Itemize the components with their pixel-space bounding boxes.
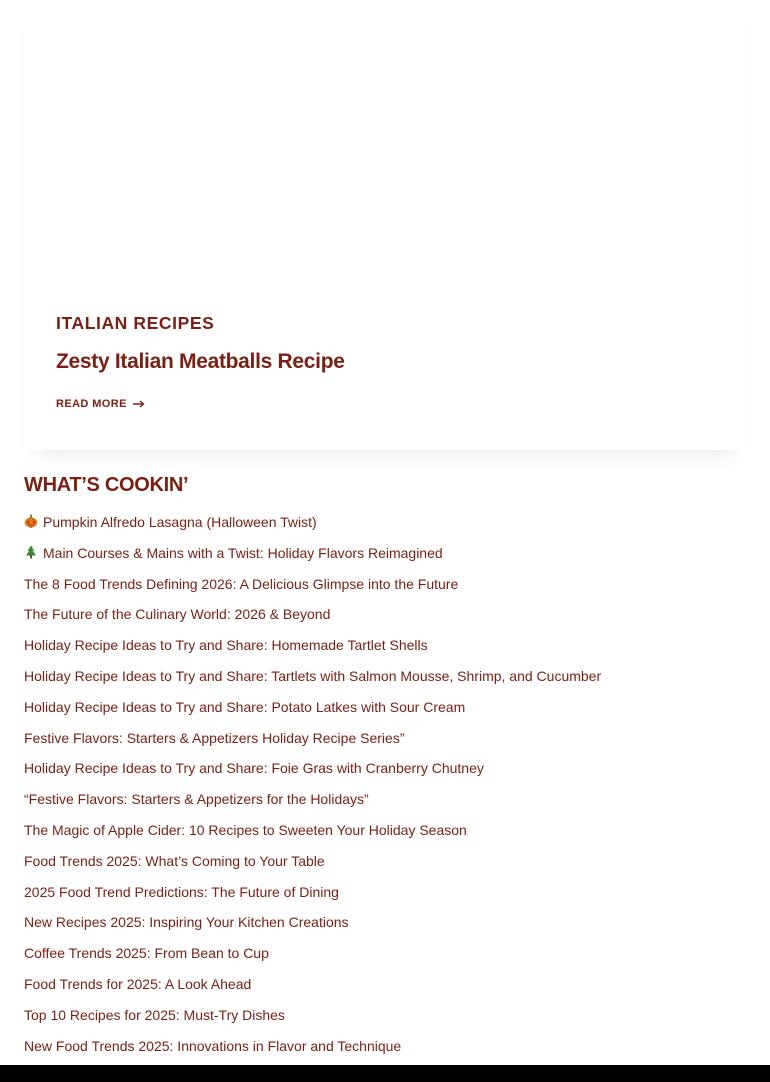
recent-post-item	[24, 729, 746, 760]
recent-post-item	[24, 698, 746, 729]
recent-post-item	[24, 575, 746, 606]
post-thumbnail[interactable]	[24, 0, 746, 290]
recent-posts-list	[24, 513, 746, 1067]
recent-post-link[interactable]	[24, 914, 349, 930]
footer-bar	[0, 1065, 770, 1082]
recent-post-label: New Food Trends 2025: Innovations in Flavor and Technique	[24, 1037, 402, 1054]
arrow-right-icon	[133, 400, 145, 408]
recent-post-label: Holiday Recipe Ideas to Try and Share: Tartlets with Salmon Mousse, Shrimp, and Cucumber	[24, 667, 602, 684]
recent-post-label: Holiday Recipe Ideas to Try and Share: Foie Gras with Cranberry Chutney	[24, 760, 484, 777]
pumpkin-icon	[24, 514, 38, 528]
recent-post-item	[24, 544, 746, 575]
recent-post-link[interactable]	[24, 699, 465, 715]
recent-post-item	[24, 913, 746, 944]
recent-post-label: Pumpkin Alfredo Lasagna (Halloween Twist)	[43, 514, 317, 530]
recent-post-item	[24, 1006, 746, 1037]
recent-post-link[interactable]	[24, 791, 369, 807]
recent-post-link[interactable]	[24, 1007, 285, 1023]
recent-post-item	[24, 605, 746, 636]
recent-post-link[interactable]	[24, 545, 443, 561]
recent-post-label: The Future of the Culinary World: 2026 & Beyond	[24, 606, 331, 623]
recent-post-link[interactable]	[24, 730, 404, 746]
recent-post-link[interactable]	[24, 606, 330, 622]
recent-post-item	[24, 944, 746, 975]
post-card	[24, 0, 746, 450]
recent-post-item	[24, 759, 746, 790]
recent-post-link[interactable]	[24, 1038, 401, 1054]
recent-post-item	[24, 1037, 746, 1068]
recent-post-label: Top 10 Recipes for 2025: Must-Try Dishes	[24, 1006, 285, 1023]
recent-post-label: New Recipes 2025: Inspiring Your Kitchen Creations	[24, 914, 349, 931]
recent-post-label: Main Courses & Mains with a Twist: Holiday Flavors Reimagined	[43, 544, 443, 561]
read-more-link[interactable]	[56, 398, 145, 410]
recent-post-item	[24, 975, 746, 1006]
recent-post-label: Festive Flavors: Starters & Appetizers Holiday Recipe Series”	[24, 729, 405, 746]
christmas-tree-icon	[24, 545, 38, 559]
recent-post-item	[24, 790, 746, 821]
recent-post-link[interactable]	[24, 853, 325, 869]
recent-post-item	[24, 852, 746, 883]
recent-post-label: The Magic of Apple Cider: 10 Recipes to Sweeten Your Holiday Season	[24, 821, 467, 838]
recent-post-item	[24, 513, 746, 544]
recent-post-item	[24, 821, 746, 852]
recent-post-label: “Festive Flavors: Starters & Appetizers for the Holidays”	[24, 791, 369, 808]
post-title[interactable]: Zesty Italian Meatballs Recipe	[56, 350, 345, 373]
recent-post-link[interactable]	[24, 884, 339, 900]
recent-post-link[interactable]	[24, 576, 458, 592]
recent-post-item	[24, 636, 746, 667]
recent-post-link[interactable]	[24, 945, 269, 961]
recent-post-link[interactable]	[24, 637, 428, 653]
recent-post-link[interactable]	[24, 514, 317, 530]
recent-posts-widget	[24, 472, 746, 1067]
recent-post-label: The 8 Food Trends Defining 2026: A Delicious Glimpse into the Future	[24, 575, 459, 592]
recent-post-link[interactable]	[24, 822, 467, 838]
recent-post-label: Food Trends for 2025: A Look Ahead	[24, 975, 252, 992]
widget-title: WHAT’S COOKIN’	[24, 474, 189, 496]
recent-post-item	[24, 667, 746, 698]
read-more-label: READ MORE	[56, 398, 127, 410]
recent-post-link[interactable]	[24, 760, 484, 776]
recent-post-label: Coffee Trends 2025: From Bean to Cup	[24, 945, 269, 962]
recent-post-item	[24, 883, 746, 914]
recent-post-label: Holiday Recipe Ideas to Try and Share: Homemade Tartlet Shells	[24, 637, 428, 654]
recent-post-label: Food Trends 2025: What’s Coming to Your Table	[24, 852, 325, 869]
recent-post-link[interactable]	[24, 668, 601, 684]
recent-post-label: Holiday Recipe Ideas to Try and Share: Potato Latkes with Sour Cream	[24, 698, 466, 715]
recent-post-link[interactable]	[24, 976, 251, 992]
post-category-link[interactable]: ITALIAN RECIPES	[56, 313, 215, 333]
recent-post-label: 2025 Food Trend Predictions: The Future of Dining	[24, 883, 339, 900]
